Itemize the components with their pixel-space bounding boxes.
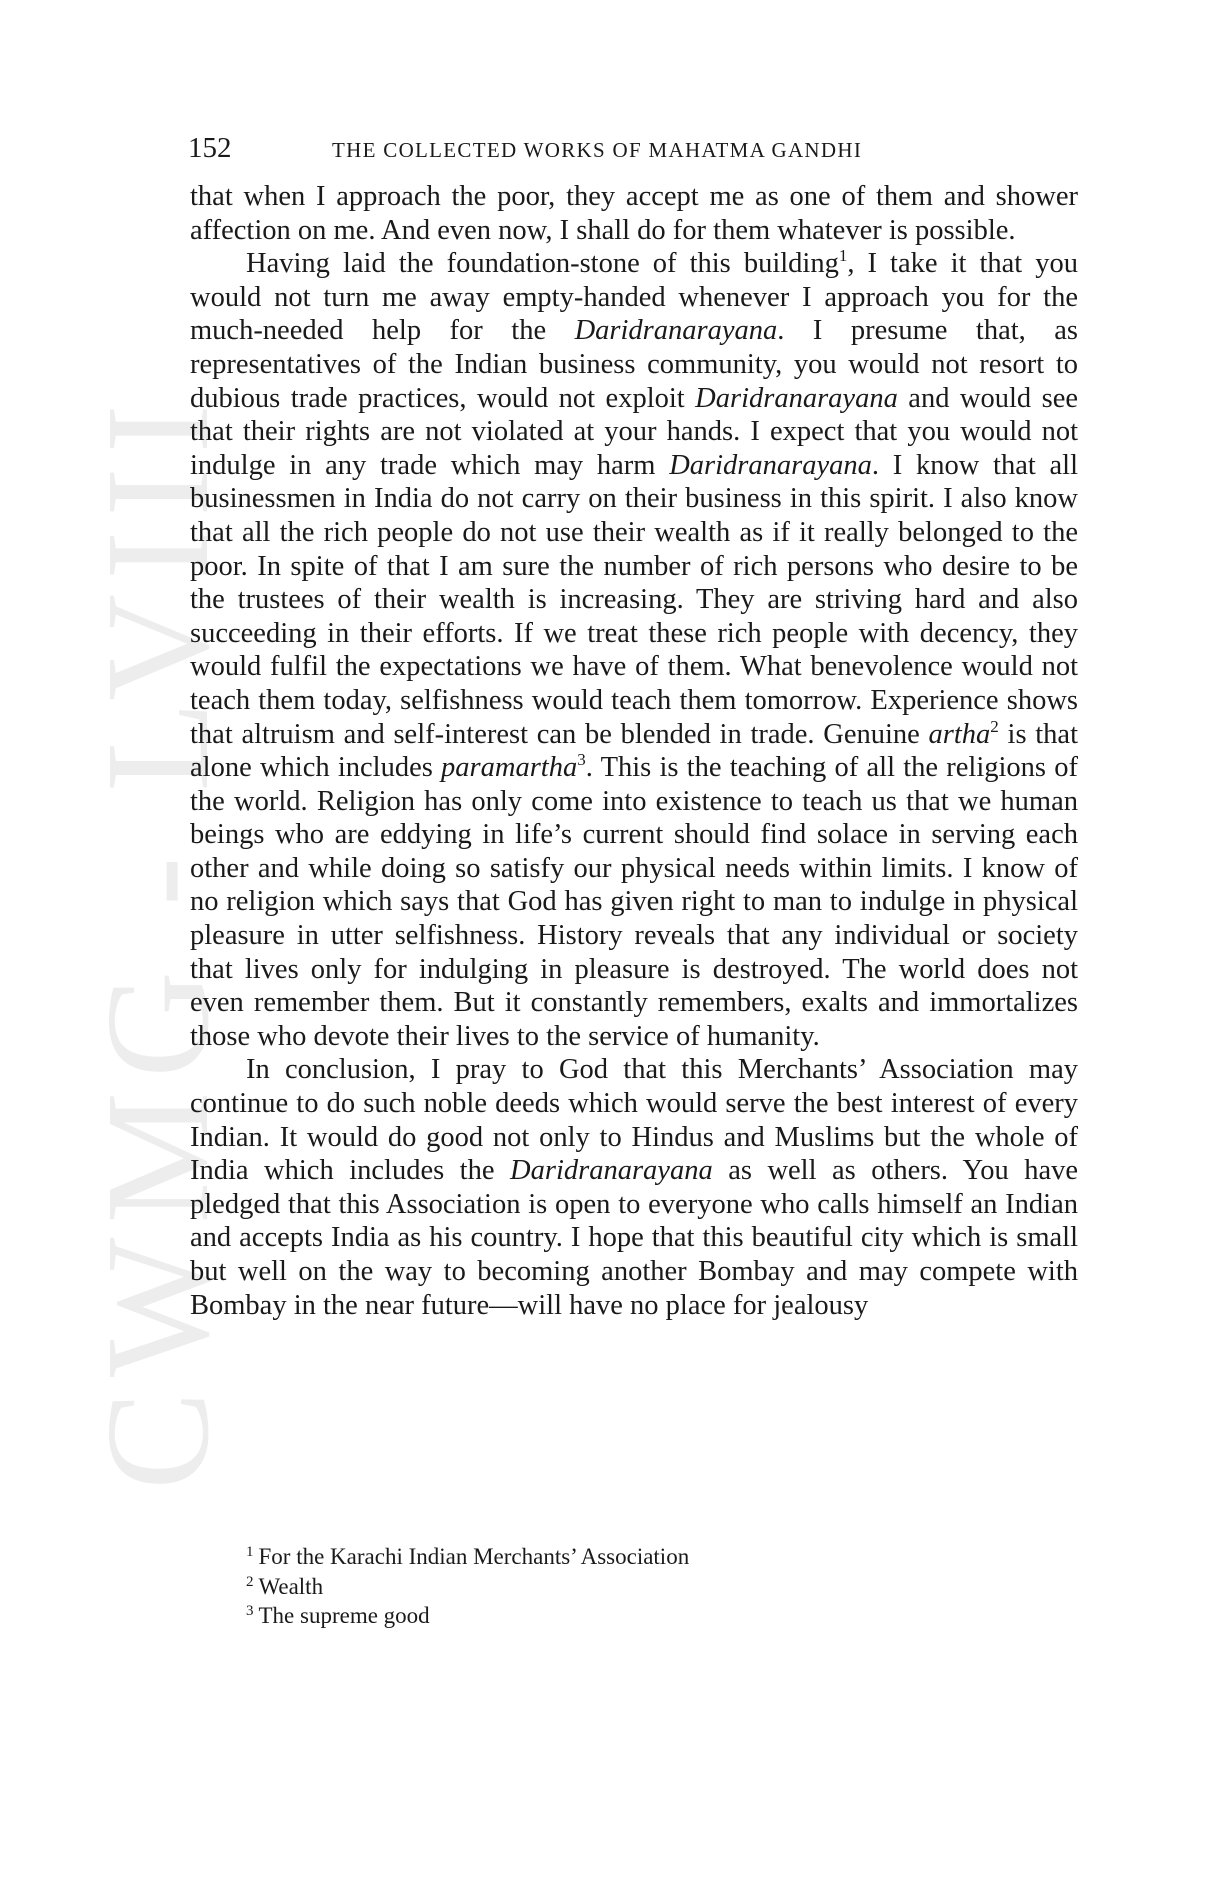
text-run: and would see that their rights are not violated at your hands. I expect that you would not indulge in any trade which may harm [190,382,1078,481]
footnote-2 [246,1572,1006,1602]
footnote-1 [246,1542,1006,1572]
italic-term: Daridranarayana [695,382,898,414]
watermark [76,390,240,1490]
footnote-ref-2: 2 [990,716,999,736]
footnote-text: The supreme good [258,1603,430,1628]
italic-term: paramartha [441,752,578,784]
footnote-3 [246,1601,1006,1631]
footnote-text: Wealth [258,1573,324,1599]
paragraph-2 [190,247,1078,1053]
footnote-text: For the Karachi Indian Merchants’ Association [258,1544,690,1569]
text-run: as well as others. You have pledged that this Association is open to everyone who calls himself an Indian and accepts India as his country. I hope that this beautiful city which is small but well on the way to becoming another Bombay and may compete with Bombay in the near future—will have no place for jealousy [190,1155,1078,1321]
text-run: is that alone which includes [190,718,1078,784]
page-header [188,128,1078,168]
paragraph-3 [190,1053,1078,1322]
paragraph-1: that when I approach the poor, they accept me as one of them and shower affection on me. And even now, I shall do for them whatever is possible. [190,181,1078,246]
page-number: 152 [188,132,232,164]
footnote-mark: 2 [246,1573,254,1590]
footnote-ref-1: 1 [838,246,848,266]
body-text [190,180,1078,1322]
text-run: . This is the teaching of all the religions of the world. Religion has only come into existence to teach us that we human beings who are eddying in life’s current should find solace in serving each other and while doing so satisfy our physical needs within limits. I know of no religion which says that God has given right to man to indulge in physical pleasure in utter selfishness. History reveals that any individual or society that lives only for indulging in pleasure is destroyed. The world does not even remember them. But it constantly remembers, exalts and immortalizes those who devote their lives to the service of humanity. [190,752,1078,1052]
text-run: In conclusion, I pray to God that this Merchants’ Association may continue to do such noble deeds which would serve the best interest of every Indian. It would do good not only to Hindus and Muslims but the whole of India which includes the [190,1054,1078,1187]
footnote-mark: 1 [246,1544,254,1560]
text-run: . I presume that, as representatives of the Indian business community, you would not resort to dubious trade practices, would not exploit [190,315,1078,414]
footnotes [246,1542,1006,1631]
italic-term: Daridranarayana [669,449,872,481]
footnote-mark: 3 [246,1603,254,1619]
italic-term: Daridranarayana [574,315,778,347]
text-run: , I take it that you would not turn me away empty-handed whenever I approach you for the much-needed help for the [190,248,1078,347]
text-run: . I know that all businessmen in India do not carry on their business in this spirit. I also know that all the rich people do not use their wealth as if it really belonged to the poor. In spite of that I am sure the number of rich persons who desire to be the trustees of their wealth is increasing. They are striving hard and also succeeding in their efforts. If we treat these rich people with decency, they would fulfil the expectations we have of them. What benevolence would not teach them today, selfishness would teach them tomorrow. Experience shows that altruism and self-interest can be blended in trade. Genuine [190,449,1079,750]
italic-term: Daridranarayana [510,1155,713,1187]
text-run: Having laid the foundation-stone of this building [246,248,839,280]
running-title: THE COLLECTED WORKS OF MAHATMA GANDHI [332,138,863,162]
watermark-text: CWMG - LVIII [76,390,240,1490]
italic-term: artha [928,718,991,750]
footnote-ref-3: 3 [577,750,586,770]
